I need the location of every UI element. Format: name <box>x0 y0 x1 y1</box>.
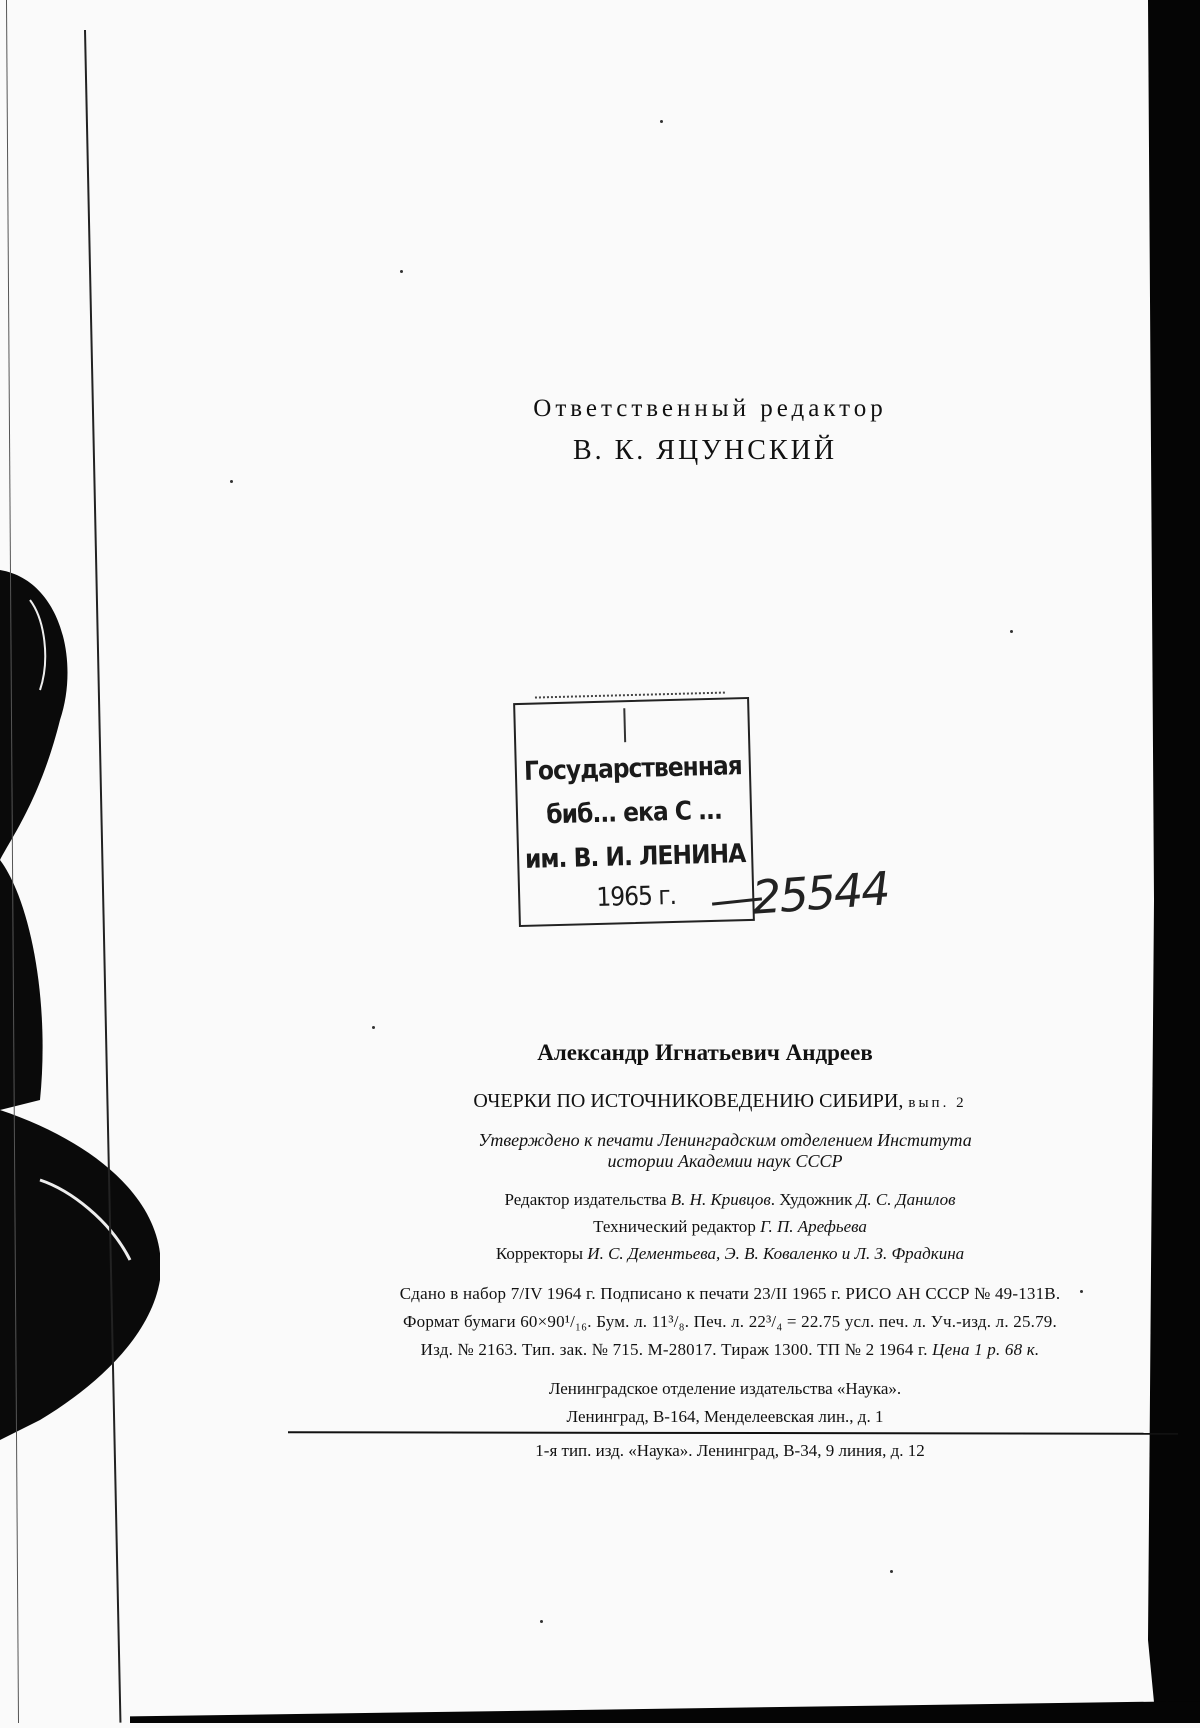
spine-shadow-shape <box>0 0 160 1723</box>
scan-speck <box>660 120 663 123</box>
responsible-editor-label: Ответственный редактор <box>533 395 887 422</box>
scan-speck <box>1080 1290 1083 1293</box>
approval-line: Утверждено к печати Ленинградским отделением Института <box>478 1130 972 1150</box>
credit-label: Редактор издательства <box>504 1190 667 1209</box>
publisher-line: Ленинградское отделение издательства «Наука». <box>548 1379 902 1398</box>
scan-speck <box>890 1570 893 1573</box>
price: Цена 1 р. 68 к. <box>932 1340 1040 1359</box>
author-name: Александр Игнатьевич Андреев <box>537 1040 873 1065</box>
imprint-line-main: Изд. № 2163. Тип. зак. № 715. М-28017. Тираж 1300. ТП № 2 1964 г. <box>420 1340 928 1359</box>
scan-border-bottom <box>130 1701 1200 1723</box>
credits-line-tech-editor <box>380 1213 1080 1240</box>
imprint-line <box>280 1336 1180 1364</box>
credit-label: Технический редактор <box>593 1217 756 1236</box>
stamp-line: Государственная <box>523 751 743 787</box>
scan-speck <box>230 480 233 483</box>
credit-label: . Художник <box>770 1190 853 1209</box>
imprint-block <box>280 1280 1180 1364</box>
scan-speck <box>1010 630 1013 633</box>
imprint-line: Формат бумаги 60×90¹/₁₆. Бум. л. 11³/₈. Печ. л. 22³/₄ = 22.75 усл. печ. л. Уч.-изд. л. 25.79. <box>403 1312 1057 1331</box>
book-title-text: ОЧЕРКИ ПО ИСТОЧНИКОВЕДЕНИЮ СИБИРИ, <box>473 1090 904 1112</box>
credits-line-editors <box>380 1186 1080 1213</box>
publisher-line: Ленинград, В-164, Менделеевская лин., д. 1 <box>566 1407 884 1426</box>
credit-label: Корректоры <box>495 1244 584 1263</box>
scan-border-right <box>1148 0 1200 1723</box>
book-spine-shadow <box>0 0 160 1723</box>
imprint-line: Сдано в набор 7/IV 1964 г. Подписано к печати 23/II 1965 г. РИСО АН СССР № 49-131В. <box>399 1284 1061 1303</box>
credit-name: И. С. Дементьева, Э. В. Коваленко и Л. З. Фрадкина <box>587 1244 965 1263</box>
credits-block <box>380 1186 1080 1267</box>
library-stamp <box>513 697 755 927</box>
credit-name: В. Н. Кривцов <box>670 1190 771 1209</box>
printer-line: 1-я тип. изд. «Наука». Ленинград, В-34, 9 линия, д. 12 <box>535 1441 925 1460</box>
stamp-mark <box>623 708 626 742</box>
scan-speck <box>540 1620 543 1623</box>
handwritten-inventory-number: 25544 <box>750 861 891 925</box>
approval-line: истории Академии наук СССР <box>607 1151 843 1171</box>
stamp-line: биб... ека С ... <box>545 795 723 831</box>
stamp-line: им. В. И. ЛЕНИНА <box>524 839 746 875</box>
stamp-line: 1965 г. <box>596 880 677 914</box>
publisher-block <box>400 1375 1050 1431</box>
stamp-dotted-top <box>535 692 725 705</box>
approval-note <box>400 1130 1050 1172</box>
book-issue: вып. 2 <box>908 1095 967 1111</box>
book-title <box>420 1090 1020 1113</box>
responsible-editor-name: В. К. ЯЦУНСКИЙ <box>572 435 838 466</box>
scan-speck <box>400 270 403 273</box>
credits-line-proofreaders <box>380 1240 1080 1267</box>
credit-name: Д. С. Данилов <box>856 1190 956 1209</box>
credit-name: Г. П. Арефьева <box>760 1217 867 1236</box>
horizontal-rule <box>288 1431 1178 1435</box>
scan-speck <box>372 1026 375 1029</box>
